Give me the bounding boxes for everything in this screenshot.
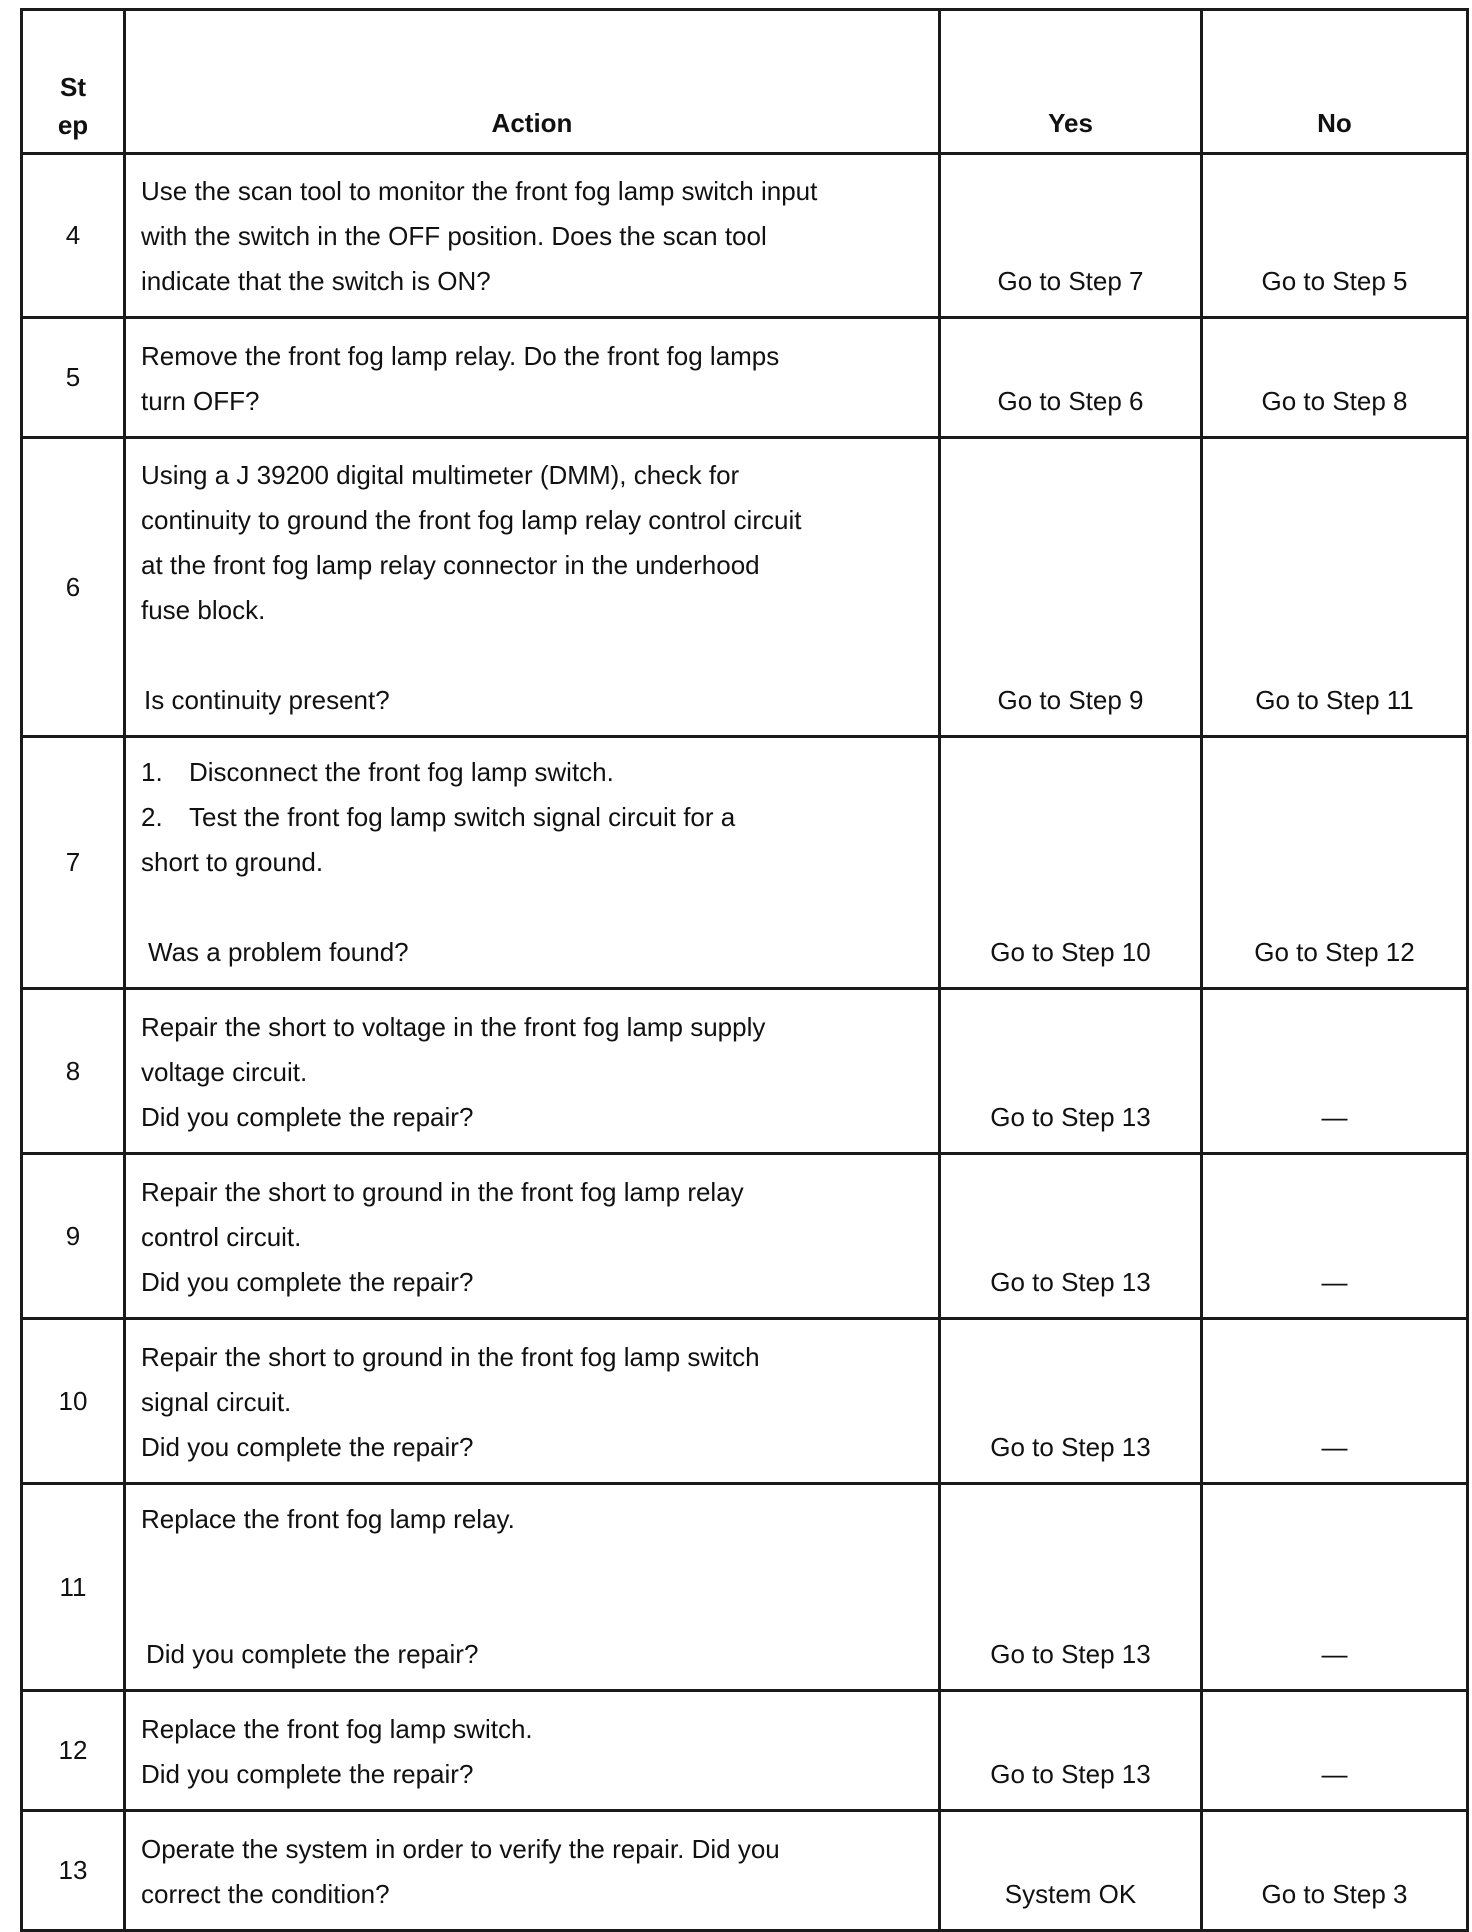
step-number: 8 bbox=[22, 989, 125, 1154]
step-number: 7 bbox=[22, 737, 125, 989]
action-line: control circuit. bbox=[141, 1222, 302, 1252]
action-line: Use the scan tool to monitor the front fog lamp switch input bbox=[141, 176, 818, 206]
spacer bbox=[141, 1542, 878, 1632]
action-cell bbox=[125, 1691, 940, 1811]
table-row bbox=[22, 318, 1468, 438]
yes-result: Go to Step 13 bbox=[940, 1154, 1202, 1319]
table-row bbox=[22, 737, 1468, 989]
spacer bbox=[141, 885, 878, 930]
step-number: 12 bbox=[22, 1691, 125, 1811]
header-yes: Yes bbox=[940, 10, 1202, 154]
no-result: — bbox=[1202, 989, 1468, 1154]
table-row bbox=[22, 1319, 1468, 1484]
action-line: Repair the short to ground in the front fog lamp switch bbox=[141, 1342, 760, 1372]
no-result: Go to Step 8 bbox=[1202, 318, 1468, 438]
no-result: Go to Step 5 bbox=[1202, 154, 1468, 318]
action-line: Repair the short to voltage in the front fog lamp supply bbox=[141, 1012, 766, 1042]
header-action: Action bbox=[125, 10, 940, 154]
action-line: Replace the front fog lamp relay. bbox=[141, 1504, 515, 1534]
list-text: Disconnect the front fog lamp switch. bbox=[189, 757, 614, 787]
header-step-line2: ep bbox=[57, 110, 89, 140]
action-cell bbox=[125, 438, 940, 737]
action-question: Was a problem found? bbox=[148, 937, 409, 967]
action-line: Operate the system in order to verify the repair. Did you bbox=[141, 1834, 780, 1864]
no-result: — bbox=[1202, 1319, 1468, 1484]
diagnostic-table bbox=[20, 8, 1469, 1932]
action-line: Did you complete the repair? bbox=[141, 1759, 474, 1789]
yes-result: Go to Step 6 bbox=[940, 318, 1202, 438]
step-number: 10 bbox=[22, 1319, 125, 1484]
action-line: voltage circuit. bbox=[141, 1057, 308, 1087]
action-cell bbox=[125, 989, 940, 1154]
action-question: Is continuity present? bbox=[144, 685, 390, 715]
no-result: — bbox=[1202, 1484, 1468, 1691]
action-cell bbox=[125, 318, 940, 438]
list-number: 1. bbox=[141, 757, 163, 787]
spacer bbox=[141, 633, 878, 678]
list-text: Test the front fog lamp switch signal circuit for a bbox=[189, 802, 736, 832]
action-cell bbox=[125, 154, 940, 318]
table-row bbox=[22, 1691, 1468, 1811]
table-row bbox=[22, 989, 1468, 1154]
yes-result: Go to Step 13 bbox=[940, 1484, 1202, 1691]
action-list-item bbox=[141, 750, 878, 795]
action-line: Did you complete the repair? bbox=[141, 1267, 474, 1297]
action-line: Did you complete the repair? bbox=[141, 1432, 474, 1462]
no-result: — bbox=[1202, 1154, 1468, 1319]
step-number: 13 bbox=[22, 1811, 125, 1931]
action-cell bbox=[125, 1811, 940, 1931]
table-row bbox=[22, 1154, 1468, 1319]
action-cell bbox=[125, 1319, 940, 1484]
step-number: 4 bbox=[22, 154, 125, 318]
no-result: Go to Step 12 bbox=[1202, 737, 1468, 989]
action-cell bbox=[125, 1484, 940, 1691]
header-no: No bbox=[1202, 10, 1468, 154]
no-result: — bbox=[1202, 1691, 1468, 1811]
table-row bbox=[22, 438, 1468, 737]
step-number: 11 bbox=[22, 1484, 125, 1691]
table-row bbox=[22, 154, 1468, 318]
header-row bbox=[22, 10, 1468, 154]
header-step bbox=[22, 10, 125, 154]
yes-result: Go to Step 10 bbox=[940, 737, 1202, 989]
action-list-item bbox=[141, 795, 878, 840]
no-result: Go to Step 11 bbox=[1202, 438, 1468, 737]
action-line: Repair the short to ground in the front fog lamp relay bbox=[141, 1177, 744, 1207]
action-line: Did you complete the repair? bbox=[141, 1102, 474, 1132]
action-line: Replace the front fog lamp switch. bbox=[141, 1714, 533, 1744]
step-number: 9 bbox=[22, 1154, 125, 1319]
yes-result: Go to Step 13 bbox=[940, 1319, 1202, 1484]
step-number: 6 bbox=[22, 438, 125, 737]
action-question: Did you complete the repair? bbox=[146, 1639, 479, 1669]
action-line: signal circuit. bbox=[141, 1387, 292, 1417]
list-number: 2. bbox=[141, 802, 163, 832]
yes-result: Go to Step 13 bbox=[940, 989, 1202, 1154]
action-line: indicate that the switch is ON? bbox=[141, 266, 491, 296]
action-line: turn OFF? bbox=[141, 386, 260, 416]
action-line: fuse block. bbox=[141, 595, 266, 625]
action-cell bbox=[125, 1154, 940, 1319]
header-step-line1: St bbox=[60, 72, 86, 102]
action-line: short to ground. bbox=[141, 847, 324, 877]
action-line: Remove the front fog lamp relay. Do the front fog lamps bbox=[141, 341, 780, 371]
yes-result: Go to Step 7 bbox=[940, 154, 1202, 318]
table-row bbox=[22, 1484, 1468, 1691]
action-cell bbox=[125, 737, 940, 989]
yes-result: Go to Step 9 bbox=[940, 438, 1202, 737]
table-row bbox=[22, 1811, 1468, 1931]
yes-result: Go to Step 13 bbox=[940, 1691, 1202, 1811]
yes-result: System OK bbox=[940, 1811, 1202, 1931]
action-line: with the switch in the OFF position. Does the scan tool bbox=[141, 221, 767, 251]
step-number: 5 bbox=[22, 318, 125, 438]
action-line: correct the condition? bbox=[141, 1879, 390, 1909]
action-line: Using a J 39200 digital multimeter (DMM), check for bbox=[141, 460, 740, 490]
action-line: at the front fog lamp relay connector in the underhood bbox=[141, 550, 760, 580]
no-result: Go to Step 3 bbox=[1202, 1811, 1468, 1931]
action-line: continuity to ground the front fog lamp relay control circuit bbox=[141, 505, 802, 535]
